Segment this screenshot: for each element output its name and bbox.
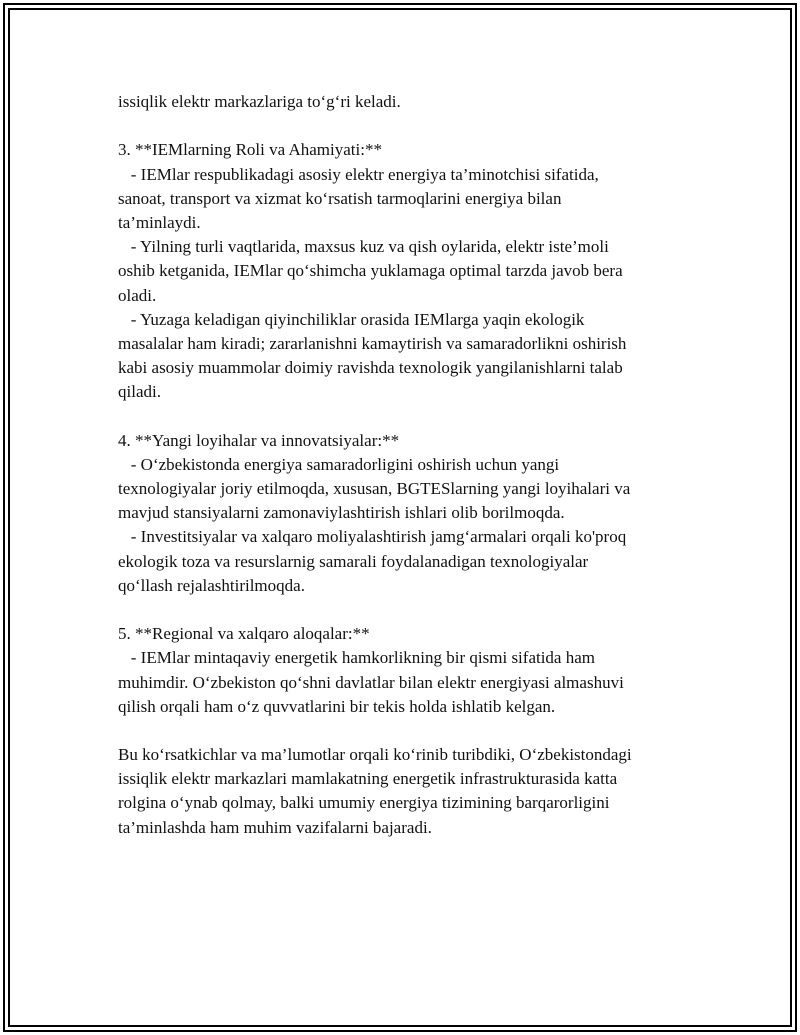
text-line: sanoat, transport va xizmat ko‘rsatish tarmoqlarini energiya bilan	[118, 188, 562, 208]
text-line: mavjud stansiyalarni zamonaviylashtirish ishlari olib borilmoqda.	[118, 503, 565, 523]
blank-line	[118, 598, 698, 622]
document-body	[118, 90, 698, 840]
text-line: oladi.	[118, 285, 157, 305]
text-line: ekologik toza va resurslarnig samarali foydalanadigan texnologiyalar	[118, 551, 589, 571]
text-line: 5. **Regional va xalqaro aloqalar:**	[118, 624, 370, 644]
text-line: oshib ketganida, IEMlar qo‘shimcha yuklamaga optimal tarzda javob bera	[118, 261, 623, 281]
text-line: 3. **IEMlarning Roli va Ahamiyati:**	[118, 140, 382, 160]
text-line: - O‘zbekistonda energiya samaradorligini oshirish uchun yangi	[118, 454, 560, 474]
text-line: qo‘llash rejalashtirilmoqda.	[118, 575, 305, 595]
text-line: texnologiyalar joriy etilmoqda, xususan, BGTESlarning yangi loyihalari va	[118, 479, 631, 498]
blank-line	[118, 404, 698, 428]
text-line: issiqlik elektr markazlariga to‘g‘ri keladi.	[118, 92, 401, 111]
text-line: - Yuzaga keladigan qiyinchiliklar orasida IEMlarga yaqin ekologik	[118, 309, 585, 329]
text-line: qilish orqali ham o‘z quvvatlarini bir tekis holda ishlatib kelgan.	[118, 696, 556, 716]
text-line: kabi asosiy muammolar doimiy ravishda texnologik yangilanishlarni talab	[118, 358, 623, 378]
blank-line	[118, 719, 698, 743]
text-line: - Yilning turli vaqtlarida, maxsus kuz va qish oylarida, elektr iste’moli	[118, 237, 609, 257]
text-line: issiqlik elektr markazlari mamlakatning energetik infrastrukturasida katta	[118, 769, 618, 789]
text-line: rolgina o‘ynab qolmay, balki umumiy energiya tizimining barqarorligini	[118, 793, 610, 813]
blank-line	[118, 114, 698, 138]
text-line: masalalar ham kiradi; zararlanishni kamaytirish va samaradorlikni oshirish	[118, 333, 627, 353]
text-line: ta’minlaydi.	[118, 212, 201, 232]
text-line: - IEMlar mintaqaviy energetik hamkorlikning bir qismi sifatida ham	[118, 648, 595, 668]
text-line: muhimdir. O‘zbekiston qo‘shni davlatlar bilan elektr energiyasi almashuvi	[118, 672, 624, 692]
text-line: Bu ko‘rsatkichlar va ma’lumotlar orqali ko‘rinib turibdiki, O‘zbekistondagi	[118, 745, 632, 765]
text-line: 4. **Yangi loyihalar va innovatsiyalar:**	[118, 430, 400, 450]
text-line: - IEMlar respublikadagi asosiy elektr energiya ta’minotchisi sifatida,	[118, 164, 599, 184]
text-line: - Investitsiyalar va xalqaro moliyalashtirish jamg‘armalari orqali ko'proq	[118, 527, 627, 547]
text-line: ta’minlashda ham muhim vazifalarni bajaradi.	[118, 817, 432, 837]
text-line: qiladi.	[118, 382, 161, 402]
